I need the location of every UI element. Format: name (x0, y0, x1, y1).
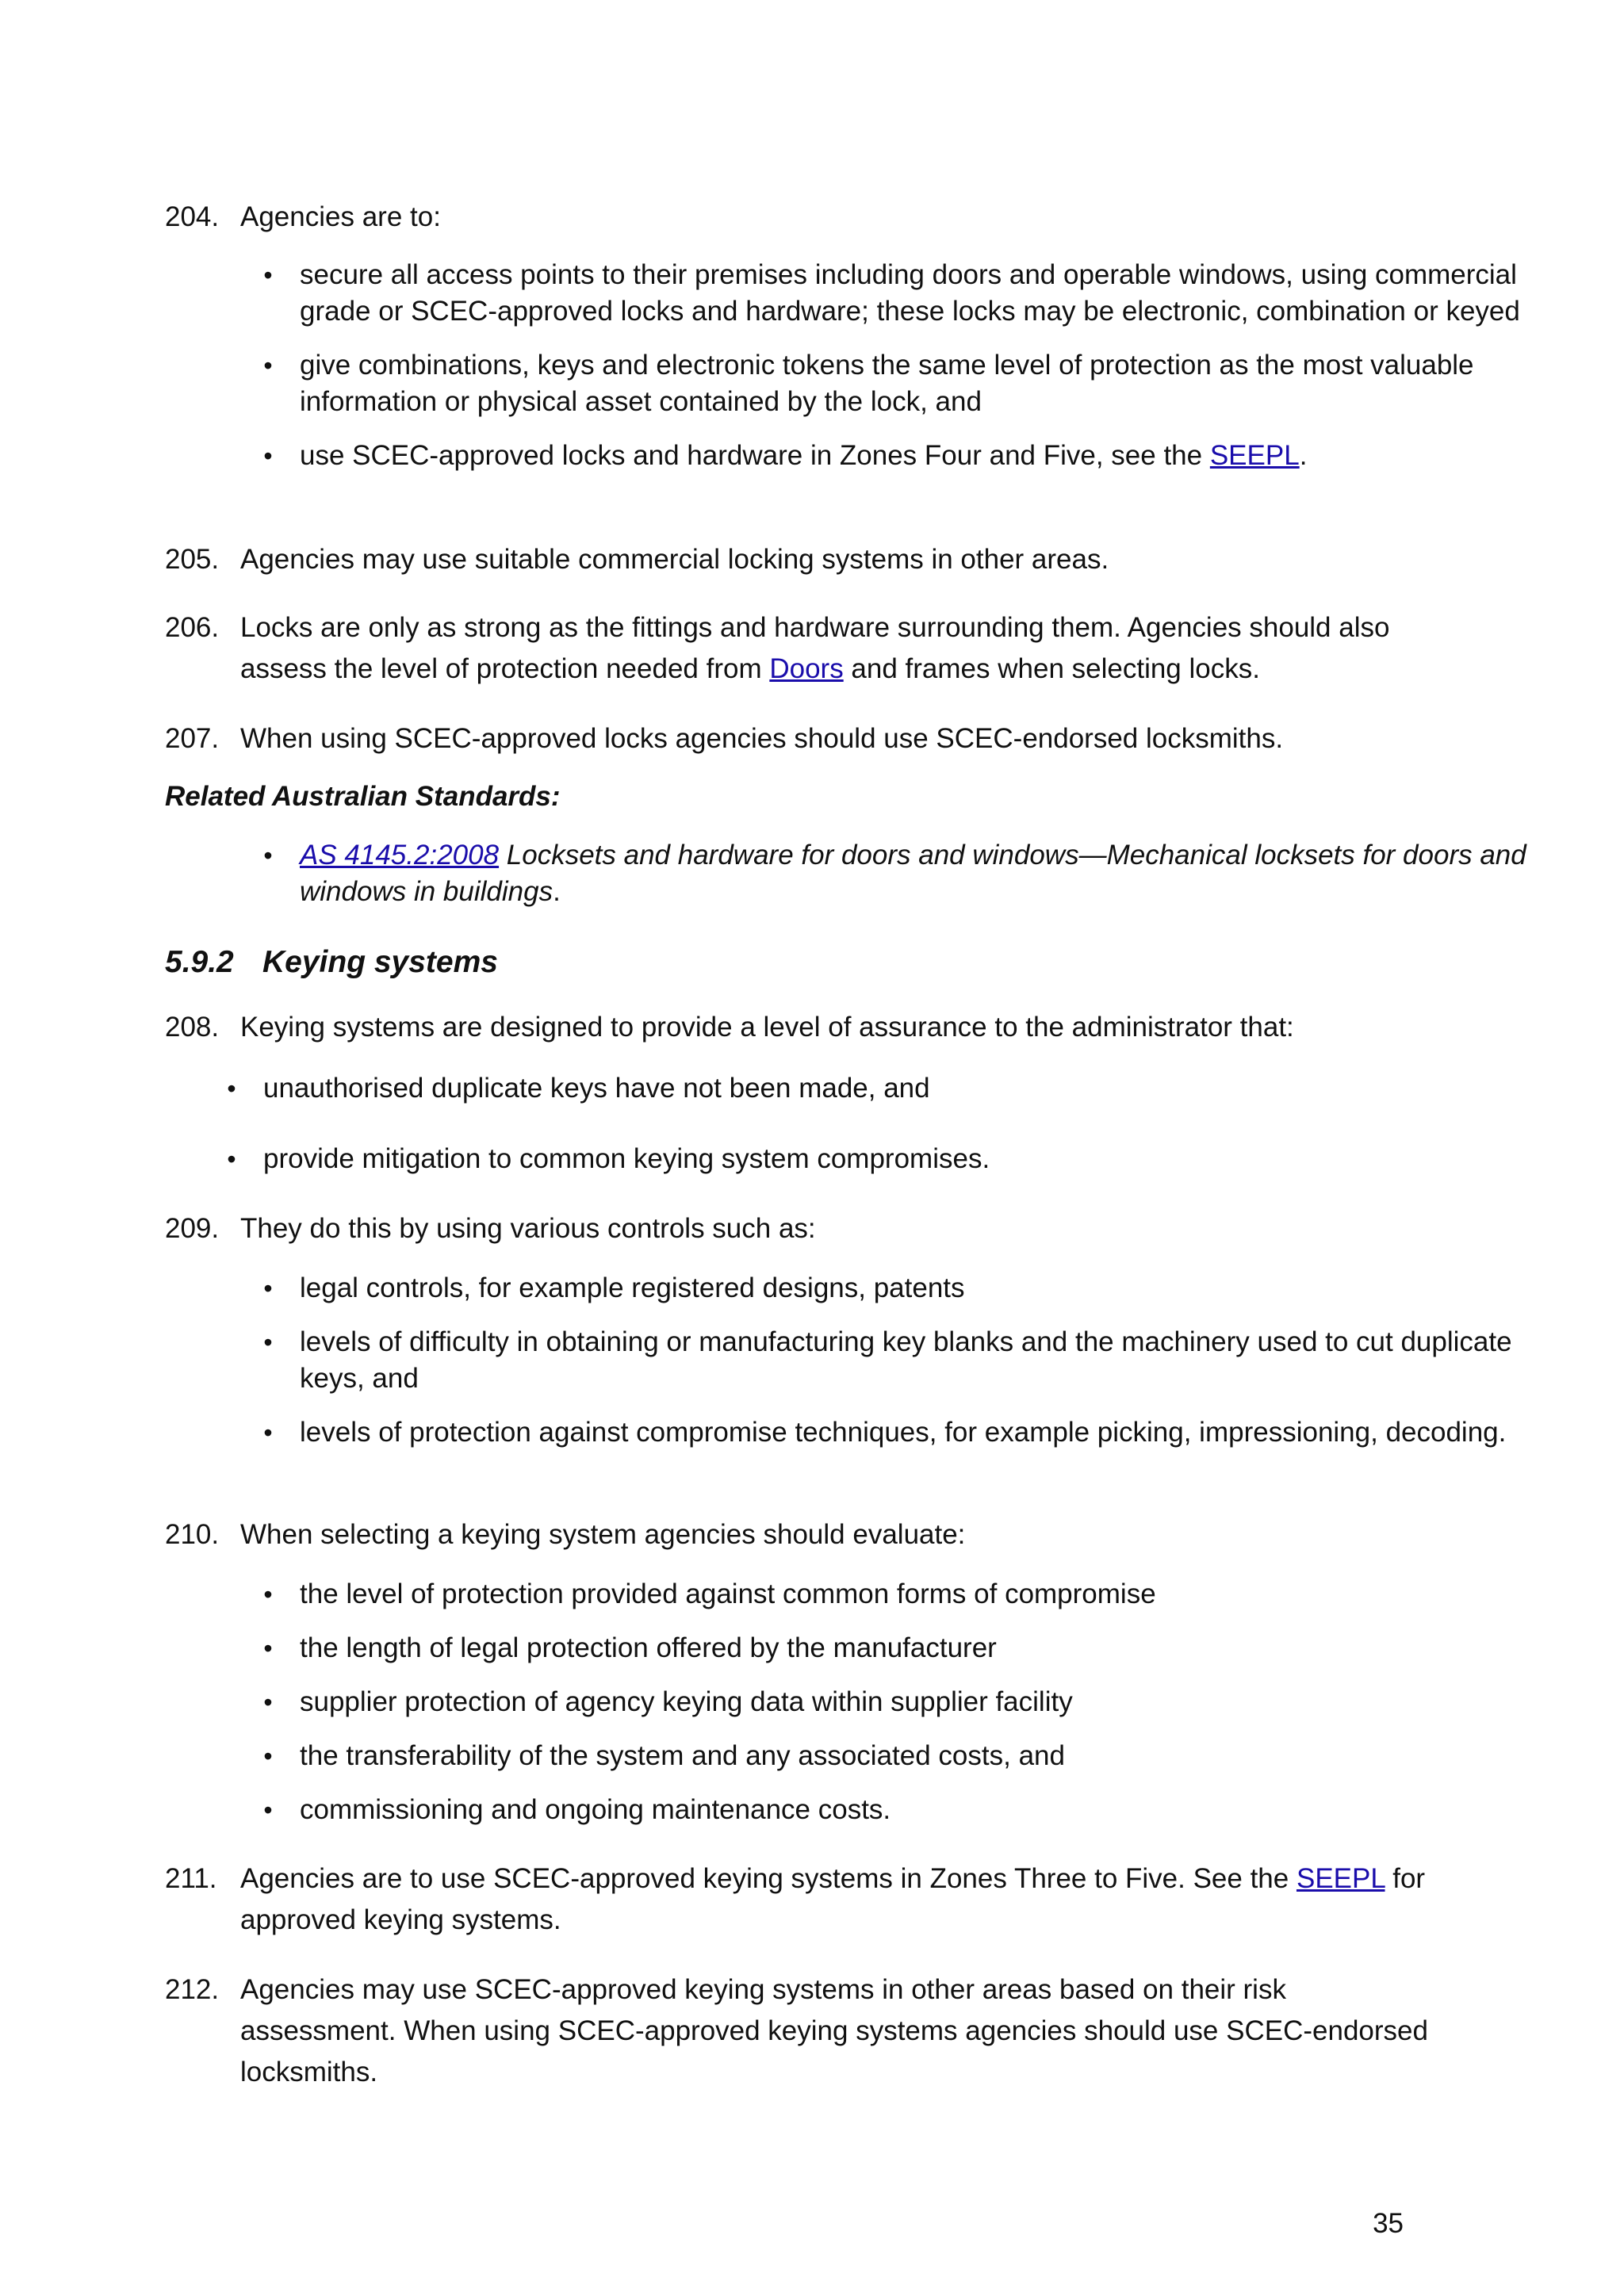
bullet-list-208 (227, 1070, 1500, 1177)
paragraph-211 (165, 1858, 1434, 1941)
section-number: 5.9.2 (165, 945, 234, 979)
paragraph-text: They do this by using various controls such as: (240, 1213, 816, 1244)
paragraph-text: Agencies are to: (240, 201, 441, 232)
seepl-link[interactable]: SEEPL (1209, 440, 1300, 471)
list-item: • give combinations, keys and electronic tokens the same level of protection as the most valuable information or physical asset contained by the lock, and (300, 347, 1537, 420)
bullet-icon: • (263, 1742, 273, 1770)
paragraph-text: Locks are only as strong as the fittings and hardware surrounding them. Agencies should also assess the level of protection needed from Doors and frames when selecting locks. (240, 612, 1390, 684)
bullet-list-204 (263, 257, 1537, 474)
bullet-icon: • (263, 1274, 273, 1303)
paragraph-number: 205. (165, 544, 220, 575)
bullet-icon: • (227, 1074, 236, 1103)
paragraph-205 (165, 539, 1434, 580)
paragraph-206 (165, 607, 1434, 690)
list-item: • the transferability of the system and any associated costs, and (300, 1738, 1537, 1774)
list-item: • levels of protection against compromise techniques, for example picking, impressioning, decoding. (300, 1414, 1537, 1451)
list-item: • supplier protection of agency keying data within supplier facility (300, 1684, 1537, 1720)
paragraph-text: Agencies may use suitable commercial locking systems in other areas. (240, 544, 1109, 575)
doors-link[interactable]: Doors (769, 653, 844, 684)
paragraph-208 (165, 1007, 1434, 1048)
paragraph-210 (165, 1514, 1434, 1556)
paragraph-text: When selecting a keying system agencies should evaluate: (240, 1519, 966, 1550)
bullet-icon: • (263, 1418, 273, 1447)
paragraph-207 (165, 718, 1434, 760)
list-item: • secure all access points to their premises including doors and operable windows, using commercial grade or SCEC-approved locks and hardware; these locks may be electronic, combination or keyed (300, 257, 1537, 330)
list-item: • levels of difficulty in obtaining or manufacturing key blanks and the machinery used to cut duplicate keys, and (300, 1324, 1537, 1397)
paragraph-212 (165, 1969, 1434, 2093)
bullet-icon: • (263, 841, 273, 870)
paragraph-number: 206. (165, 612, 220, 643)
paragraph-number: 207. (165, 723, 220, 754)
section-heading (165, 942, 498, 983)
list-item: • the length of legal protection offered by the manufacturer (300, 1630, 1537, 1667)
paragraph-209 (165, 1208, 1434, 1249)
paragraph-text: Keying systems are designed to provide a level of assurance to the administrator that: (240, 1012, 1294, 1043)
bullet-icon: • (263, 442, 273, 470)
paragraph-text: Agencies are to use SCEC-approved keying systems in Zones Three to Five. See the SEEPL for approved keying systems. (240, 1863, 1426, 1935)
bullet-icon: • (263, 1796, 273, 1824)
bullet-icon: • (263, 1634, 273, 1663)
paragraph-text: When using SCEC-approved locks agencies should use SCEC-endorsed locksmiths. (240, 723, 1284, 754)
list-item: • AS 4145.2:2008 Locksets and hardware for doors and windows—Mechanical locksets for doors and windows in buildings. (300, 837, 1537, 910)
bullet-icon: • (227, 1145, 236, 1173)
bullet-icon: • (263, 351, 273, 380)
list-item: • commissioning and ongoing maintenance costs. (300, 1792, 1537, 1828)
bullet-icon: • (263, 261, 273, 289)
list-item: • the level of protection provided against common forms of compromise (300, 1576, 1537, 1613)
bullet-list-209 (263, 1270, 1537, 1451)
bullet-icon: • (263, 1688, 273, 1716)
paragraph-number: 211. (165, 1863, 217, 1894)
list-item: • unauthorised duplicate keys have not been made, and (263, 1070, 1500, 1107)
as-4145-link[interactable]: AS 4145.2:2008 (300, 840, 500, 871)
paragraph-number: 212. (165, 1974, 220, 2005)
paragraph-number: 208. (165, 1012, 220, 1043)
bullet-list-210 (263, 1576, 1537, 1828)
list-item: • provide mitigation to common keying system compromises. (263, 1141, 1500, 1177)
paragraph-204 (165, 197, 1434, 238)
related-standards-heading: Related Australian Standards: (165, 781, 561, 812)
related-standards-list (263, 837, 1537, 910)
list-item: • legal controls, for example registered designs, patents (300, 1270, 1537, 1307)
bullet-icon: • (263, 1580, 273, 1609)
list-item: • use SCEC-approved locks and hardware in Zones Four and Five, see the SEEPL. (300, 438, 1537, 474)
paragraph-number: 209. (165, 1213, 220, 1244)
page-number: 35 (1373, 2208, 1404, 2239)
seepl-link[interactable]: SEEPL (1296, 1863, 1385, 1894)
paragraph-number: 210. (165, 1519, 220, 1550)
paragraph-text: Agencies may use SCEC-approved keying systems in other areas based on their risk assessment. When using SCEC-approved keying systems agencies should use SCEC-endorsed locksmiths. (240, 1974, 1428, 2087)
bullet-icon: • (263, 1328, 273, 1357)
section-title: Keying systems (262, 945, 498, 979)
paragraph-number: 204. (165, 201, 220, 232)
